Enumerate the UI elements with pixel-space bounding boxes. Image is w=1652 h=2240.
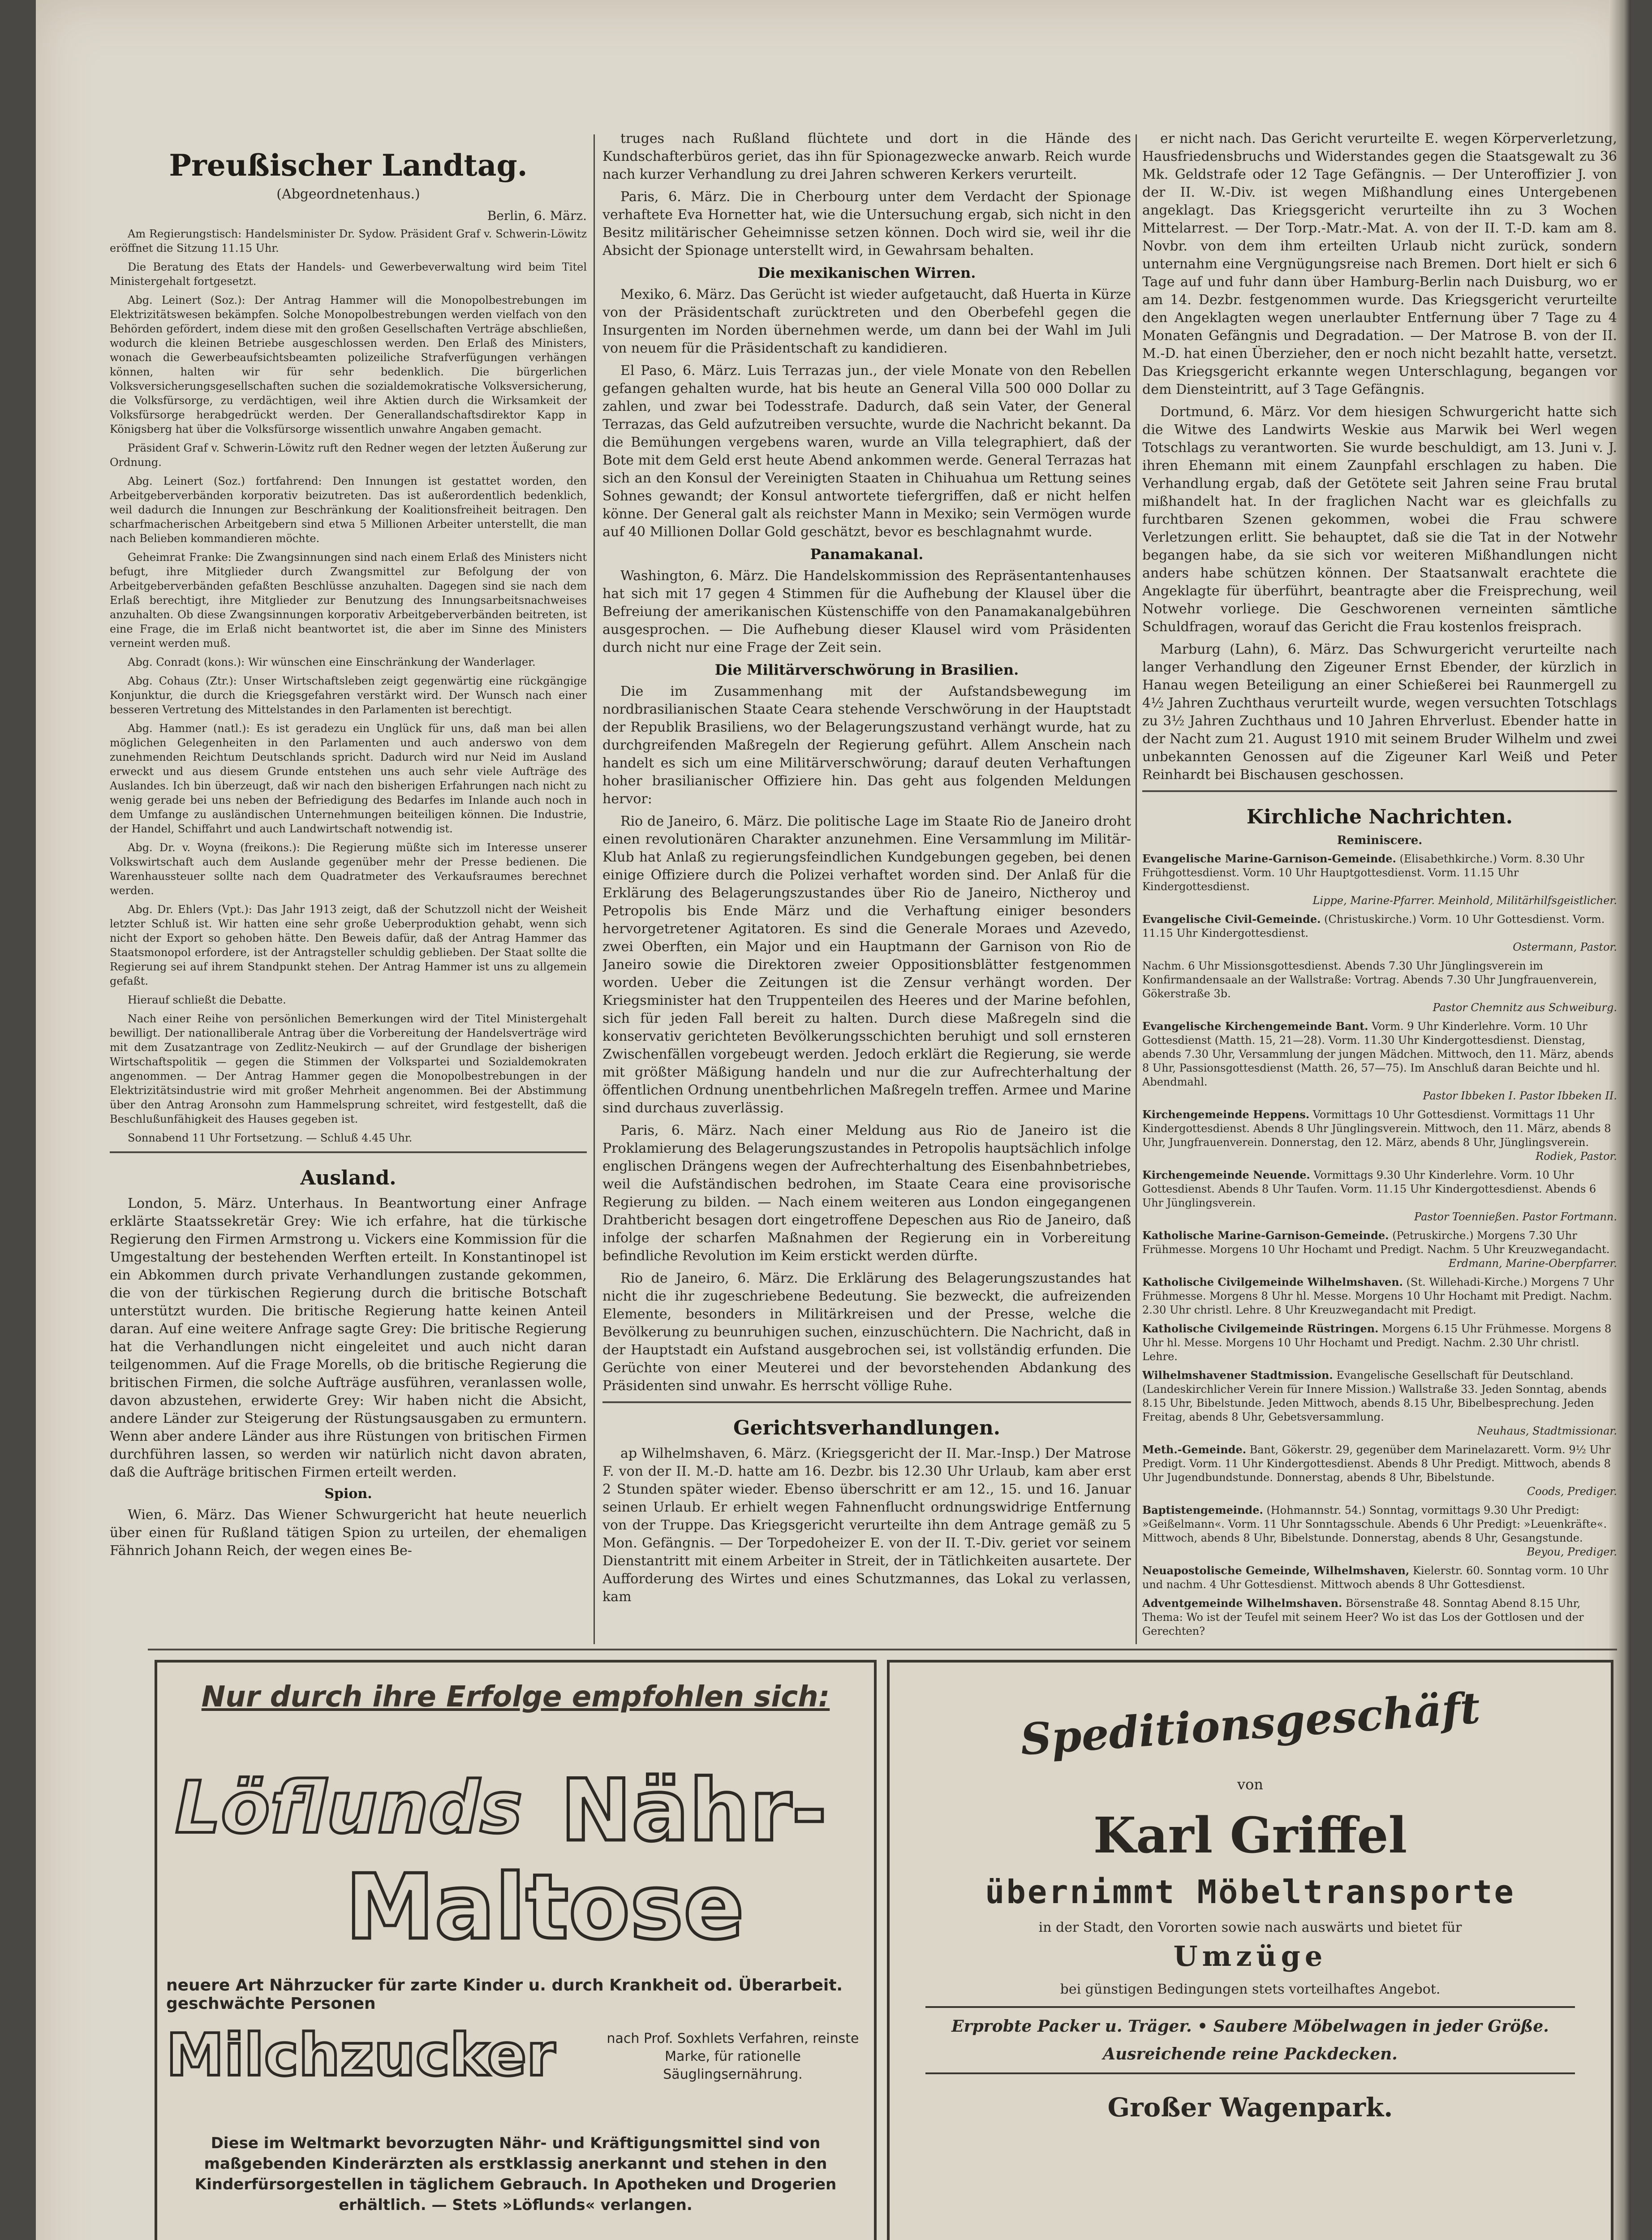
ausland-title: Ausland. <box>300 1167 396 1189</box>
church-text: Evangelische Gesellschaft für Deutschland. (Landeskirchlicher Verein für Innere Mission.) Wallstraße 33. Jeden Sonntag, abends 8.15 Uhr, Bibelstunde. Jeden Mittwoch, abends 8.15 Uhr, Bibelbesprechung. Jeden Freitag, abends 8 Uhr, Gebetsversammlung. <box>1142 1369 1607 1423</box>
column-3 <box>1142 130 1617 1640</box>
paragraph: Abg. Cohaus (Ztr.): Unser Wirtschaftsleben zeigt gegenwärtig eine rückgängige Konjunktur, die durch die Kriegsgefahren verstärkt wird. Der Wunsch nach einer besseren Vertretung des Mittelstandes in den Parlamenten ist berechtigt. <box>110 675 587 716</box>
church-name: Katholische Civilgemeinde Rüstringen. <box>1142 1322 1379 1335</box>
church-item <box>1142 1564 1617 1592</box>
church-item <box>1142 1107 1617 1163</box>
church-text: Vormittags 9.30 Uhr Kinderlehre. Vorm. 10 Uhr Gottesdienst. Abends 8 Uhr Taufen. Vorm. 11.15 Uhr Kindergottesdienst. Abends 6 Uhr Jünglingsverein. <box>1142 1169 1596 1209</box>
church-text: Nachm. 6 Uhr Missionsgottesdienst. Abends 7.30 Uhr Jünglingsverein im Konfirmandensaale an der Wallstraße: Vortrag. Abends 7.30 Uhr Jungfrauenverein, Gökerstraße 3b. <box>1142 960 1597 1000</box>
church-text: Vormittags 10 Uhr Gottesdienst. Vormittags 11 Uhr Kindergottesdienst. Abends 8 Uhr Jünglingsverein. Mittwoch, den 11. März, abends 8 Uhr, Jungfrauenverein. Donnerstag, den 12. März, abends 8 Uhr, Jünglingsverein. <box>1142 1108 1611 1149</box>
ad-divider <box>925 2072 1575 2074</box>
paragraph: Abg. Dr. Ehlers (Vpt.): Das Jahr 1913 zeigt, daß der Schutzzoll nicht der Weisheit letzter Schluß ist. Wir hatten eine sehr große Ueberproduktion gehabt, wenn sich nicht der Export so gehoben hätte. Den Beweis dafür, daß der Antrag Hammer das Staatsmonopol erfordere, ist der Antragsteller schuldig geblieben. Der Staat sollte die Regierung sei auf ihrem Standpunkt stehen. Der Antrag Hammer ist uns zu allgemein gefaßt. <box>110 903 587 987</box>
church-name: Kirchengemeinde Neuende. <box>1142 1168 1310 1181</box>
mexico-title: Die mexikanischen Wirren. <box>757 264 976 281</box>
church-name: Evangelische Kirchengemeinde Bant. <box>1142 1020 1368 1033</box>
ad-line: neuere Art Nährzucker für zarte Kinder u. durch Krankheit od. Überarbeit. geschwächte Personen <box>166 1976 843 2013</box>
paragraph: Paris, 6. März. Nach einer Meldung aus Rio de Janeiro ist die Proklamierung des Belagerungszustandes in Petropolis hauptsächlich infolge englischen Drängens wegen der Aufrechterhaltung des Eisenbahnbetriebes, weil die Aufständischen bedrohen, im Staate Ceara eine provisorische Regierung zu bilden. — Nach einem weiteren aus London eingegangenen Drahtbericht besagen dort eingetroffene Depeschen aus Rio de Janeiro, daß infolge der scharfen Maßnahmen der Regierung ein in Vorbereitung befindliche Revolution im Keim erstickt werden dürfte. <box>602 1123 1131 1264</box>
church-signature: Coods, Prediger. <box>1527 1485 1617 1498</box>
brasil-title: Die Militärverschwörung in Brasilien. <box>714 661 1019 678</box>
church-name: Katholische Marine-Garnison-Gemeinde. <box>1142 1229 1389 1242</box>
church-item <box>1142 1443 1617 1499</box>
church-text: Bant, Gökerstr. 29, gegenüber dem Marinelazarett. Vorm. 9½ Uhr Predigt. Vorm. 11 Uhr Kindergottesdienst. Abends 8 Uhr Predigt. Mittwoch, abends 8 Uhr Jugendbundstunde. Donnerstag, abends 8 Uhr, Bibelstunde. <box>1142 1443 1611 1484</box>
paragraph: Paris, 6. März. Die in Cherbourg unter dem Verdacht der Spionage verhaftete Eva Hornetter hat, wie die Untersuchung ergab, sich nicht in den Besitz militärischer Geheimnisse setzen können. Doch wird sie, weil ihr die Absicht der Spionage unterstellt wird, in Gewahrsam behalten. <box>602 189 1131 258</box>
ad-product-1: Nähr- <box>560 1761 827 1860</box>
church-text: (Elisabethkirche.) Vorm. 8.30 Uhr Frühgottesdienst. Vorm. 10 Uhr Hauptgottesdienst. Vorm. 11.15 Uhr Kindergottesdienst. <box>1142 853 1584 893</box>
column-rule-2 <box>1136 134 1137 1644</box>
church-name: Baptistengemeinde. <box>1142 1503 1263 1516</box>
paragraph: Marburg (Lahn), 6. März. Das Schwurgericht verurteilte nach langer Verhandlung den Zigeuner Ernst Ebender, der kürzlich in Hanau wegen Beteiligung an einer Schießerei bei Raunmergell zu 4½ Jahren Zuchthaus verurteilt wurde, wegen versuchten Totschlags zu 3½ Jahren Zuchthaus und 10 Jahren Ehrverlust. Ebender hatte in der Nacht zum 21. August 1910 mit seinem Bruder Wilhelm und zwei unbekannten Genossen auf die Zigeuner Karl Weiß und Peter Reinhardt bei Bischausen geschossen. <box>1142 642 1617 783</box>
ad-title: Speditionsgeschäft <box>1019 1682 1482 1765</box>
panama-title: Panamakanal. <box>810 546 924 563</box>
spion-title: Spion. <box>324 1486 372 1502</box>
ad-offer: übernimmt Möbeltransporte <box>985 1873 1515 1911</box>
church-item <box>1142 1503 1617 1559</box>
paragraph: Mexiko, 6. März. Das Gerücht ist wieder aufgetaucht, daß Huerta in Kürze von der Präsidentschaft zurücktreten und den Oberbefehl gegen die Insurgenten im Norden übernehmen werde, um dann bei der Wahl im Juli von neuem für die Präsidentschaft zu kandidieren. <box>602 287 1131 356</box>
church-item <box>1142 852 1617 908</box>
kirch-title: Kirchliche Nachrichten. <box>1246 806 1513 828</box>
church-signature: Pastor Toennießen. Pastor Fortmann. <box>1414 1210 1617 1223</box>
landtag-subtitle: (Abgeordnetenhaus.) <box>276 186 420 202</box>
paragraph: Rio de Janeiro, 6. März. Die Erklärung des Belagerungszustandes hat nicht die ihr zugeschriebene Bedeutung. Sie bezweckt, die aufreizenden Elemente, besonders in Militärkreisen und der Presse, welche die Bevölkerung zu beunruhigen suchen, einzuschüchtern. Die Nachricht, daß in der Hauptstadt ein Aufstand ausgebrochen sei, ist vollständig erfunden. Die Gerüchte von einer Meuterei und der bevorstehenden Abdankung des Präsidenten sind unwahr. Es herrscht völlige Ruhe. <box>602 1271 1131 1394</box>
column-2 <box>602 130 1131 1640</box>
paragraph: Rio de Janeiro, 6. März. Die politische Lage im Staate Rio de Janeiro droht einen revolutionären Charakter anzunehmen. Eine Versammlung im Militär-Klub hat Anlaß zu regierungsfeindlichen Kundgebungen gegeben, bei denen einige Offiziere durch die Polizei verhaftet worden sind. Der Anlaß für die Erklärung des Belagerungszustandes über Rio de Janeiro, Nictheroy und Petropolis bis Ende März und die Verhaftung einiger besonders hervorgetretener Agitatoren. Es sind die Generale Moraes und Azevedo, zwei Oberften, ein Major und ein Hauptmann der Garnison von Rio de Janeiro sowie die Direktoren zweier Oppositionsblätter festgenommen worden. Ueber die Zeitungen ist die Zensur verhängt worden. Der Kriegsminister hat den Truppenteilen des Heeres und der Marine befohlen, sich für jeden Fall bereit zu halten. Durch diese Maßregeln sind die konservativ gerichteten Bevölkerungsschichten beruhigt und soll ernsteren Zwischenfällen vorgebeugt werden. Jedoch erklärt die Regierung, sie werde mit größter Mäßigung handeln und nur die zur Aufrechterhaltung der öffentlichen Ordnung unentbehrlichen Maßregeln treffen. Armee und Marine sind durchaus zuverlässig. <box>602 814 1131 1116</box>
column-rule-1 <box>594 134 595 1644</box>
church-signature: Pastor Chemnitz aus Schweiburg. <box>1433 1001 1617 1014</box>
church-signature: Ostermann, Pastor. <box>1513 941 1617 953</box>
paragraph: Am Regierungstisch: Handelsminister Dr. Sydow. Präsident Graf v. Schwerin-Löwitz eröffnet die Sitzung 11.15 Uhr. <box>110 228 587 254</box>
church-name: Meth.-Gemeinde. <box>1142 1443 1247 1456</box>
ad-umzuege: Umzüge <box>1173 1940 1327 1973</box>
church-item <box>1142 1596 1617 1638</box>
paragraph: Hierauf schließt die Debatte. <box>128 994 286 1006</box>
ad-divider <box>925 2006 1575 2008</box>
church-name: Adventgemeinde Wilhelmshaven. <box>1142 1597 1342 1610</box>
ad-line-1: in der Stadt, den Vororten sowie nach auswärts und bietet für <box>1038 1920 1462 1935</box>
paragraph: Abg. Leinert (Soz.): Der Antrag Hammer will die Monopolbestrebungen im Elektrizitätswesen bekämpfen. Solche Monopolbestrebungen werden vielfach von den Behörden gefördert, indem diese mit den großen Gesellschaften Verträge abschließen, wodurch die kleinen Betriebe ausgeschlossen werden. Den Erlaß des Ministers, wonach die Gewerbeaufsichtsbeamten polizeiliche Strafverfügungen verhängen können, halten wir für sehr bedenklich. Die bürgerlichen Volksversicherungsgesellschaften suchen die sozialdemokratische Volksversicherung, die Volksfürsorge, zu verdächtigen, weil ihre Aktien durch die Wirksamkeit der Volksfürsorge herabgedrückt werden. Der Generallandschaftsdirektor Kapp in Königsberg hat über die Volksfürsorge wissentlich unwahre Angaben gemacht. <box>110 294 587 435</box>
church-text: Kielerstr. 60. Sonntag vorm. 10 Uhr und nachm. 4 Uhr Gottesdienst. Mittwoch abends 8 Uhr Gottesdienst. <box>1142 1564 1609 1591</box>
column-1 <box>110 130 587 1640</box>
ad-line-4: Ausreichende reine Packdecken. <box>1103 2045 1398 2063</box>
church-item <box>1142 1168 1617 1224</box>
church-text: (Christuskirche.) Vorm. 10 Uhr Gottesdienst. Vorm. 11.15 Uhr Kindergottesdienst. <box>1142 913 1605 939</box>
church-item <box>1142 1228 1617 1271</box>
church-signature: Beyou, Prediger. <box>1527 1546 1617 1558</box>
section-divider <box>1142 790 1617 792</box>
church-name: Evangelische Civil-Gemeinde. <box>1142 913 1321 926</box>
bottom-rule <box>148 1649 1617 1650</box>
maltose-ad <box>155 1660 877 2240</box>
paragraph: ap Wilhelmshaven, 6. März. (Kriegsgericht der II. Mar.-Insp.) Der Matrose F. von der II. M.-D. hatte am 16. Dezbr. bis 12.30 Uhr Urlaub, kam aber erst 2 Stunden später wieder. Ebenso überschritt er am 12., 15. und 16. Januar seinen Urlaub. Er erhielt wegen Fahnenflucht ordnungswidrige Entfernung von der Truppe. Das Kriegsgericht verurteilte ihn dem Antrage gemäß zu 5 Mon. Gefängnis. — Der Torpedoheizer E. von der II. T.-Div. geriet vor seinem Dienstantritt mit einem Arbeiter in Streit, der in Tätlichkeiten ausartete. Der Aufforderung des Wirtes und eines Schutzmannes, das Lokal zu verlassen, kam <box>602 1446 1131 1605</box>
landtag-dateline: Berlin, 6. März. <box>487 208 587 223</box>
paragraph: Abg. Conradt (kons.): Wir wünschen eine Einschränkung der Wanderlager. <box>128 656 536 668</box>
paragraph: Die Beratung des Etats der Handels- und Gewerbeverwaltung wird beim Titel Ministergehalt fortgesetzt. <box>110 261 587 288</box>
gericht-title: Gerichtsverhandlungen. <box>733 1417 1001 1439</box>
church-signature: Neuhaus, Stadtmissionar. <box>1477 1425 1617 1437</box>
church-name: Kirchengemeinde Heppens. <box>1142 1108 1310 1121</box>
ad-footer: Großer Wagenpark. <box>1107 2092 1393 2123</box>
paragraph: Washington, 6. März. Die Handelskommission des Repräsentantenhauses hat sich mit 17 gegen 4 Stimmen für die Aufhebung der Klausel über die Befreiung der amerikanischen Küstenschiffe von den Panamakanalgebühren ausgesprochen. — Die Aufhebung dieser Klausel wird vom Präsidenten durch nicht nur eine Frage der Zeit sein. <box>602 568 1131 655</box>
church-text: (Petruskirche.) Morgens 7.30 Uhr Frühmesse. Morgens 10 Uhr Hochamt und Predigt. Nachm. 5 Uhr Kreuzwegandacht. <box>1142 1229 1610 1256</box>
church-name: Evangelische Marine-Garnison-Gemeinde. <box>1142 852 1396 865</box>
kirch-subtitle: Reminiscere. <box>1337 834 1423 847</box>
church-text: Morgens 6.15 Uhr Frühmesse. Morgens 8 Uhr hl. Messe. Morgens 10 Uhr Hochamt und Predigt. Nachm. 2.30 Uhr christl. Lehre. <box>1142 1322 1612 1363</box>
church-item <box>1142 912 1617 954</box>
paragraph: Sonnabend 11 Uhr Fortsetzung. — Schluß 4.45 Uhr. <box>128 1132 413 1144</box>
paragraph: Dortmund, 6. März. Vor dem hiesigen Schwurgericht hatte sich die Witwe des Landwirts Weskie aus Marwik bei Werl wegen Totschlags zu verantworten. Sie wurde beschuldigt, am 13. Juni v. J. ihren Ehemann mit einem Zaunpfahl erschlagen zu haben. Die Verhandlung ergab, daß der Getötete seit Jahren seine Frau brutal mißhandelt hat. In der fraglichen Nacht war es gleichfalls zu furchtbaren Szenen gekommen, wobei die Frau schwere Verletzungen erlitt. Sie behauptet, daß sie die Tat in der Notwehr begangen habe, da sie sich vor weiteren Mißhandlungen nicht anders habe schützen können. Der Staatsanwalt erachtete die Angeklagte für überführt, beantragte aber die Freisprechung, weil Notwehr vorliege. Die Geschworenen verneinten sämtliche Schuldfragen, worauf das Gericht die Frau kostenlos freisprach. <box>1142 404 1617 635</box>
church-item <box>1142 1368 1617 1438</box>
church-item <box>1142 1019 1617 1103</box>
church-signature: Erdmann, Marine-Oberpfarrer. <box>1448 1257 1617 1270</box>
ad-line-3: Erprobte Packer u. Träger. • Saubere Möbelwagen in jeder Größe. <box>951 2017 1549 2036</box>
paragraph: Nach einer Reihe von persönlichen Bemerkungen wird der Titel Ministergehalt bewilligt. Der nationalliberale Antrag über die Vorbereitung der Handelsverträge wird mit dem Zusatzantrage von Zedlitz-Neukirch — auf der Grundlage der bisherigen Wirtschaftspolitik — gegen die Stimmen der Volkspartei und Sozialdemokraten angenommen. — Der Antrag Hammer gegen die Monopolbestrebungen in der Elektrizitätsindustrie wird mit großer Mehrheit angenommen. Bei der Abstimmung über den Antrag Aronsohn zum Hammelsprung schreitet, wird festgestellt, daß die Beschlußunfähigkeit des Hauses gegeben ist. <box>110 1012 587 1125</box>
church-name: Wilhelmshavener Stadtmission. <box>1142 1369 1333 1382</box>
paragraph: Abg. Dr. v. Woyna (freikons.): Die Regierung müßte sich im Interesse unserer Volkswirtschaft auch dem Auslande gegenüber mehr der Presse bedienen. Die Warenhaussteuer sollte nach dem Quadratmeter des Verkaufsraumes berechnet werden. <box>110 841 587 897</box>
paragraph: truges nach Rußland flüchtete und dort in die Hände des Kundschafterbüros geriet, das ihn für Spionagezwecke anwarb. Reich wurde nach kurzer Verhandlung zu drei Jahren schweren Kerkers verurteilt. <box>602 131 1131 182</box>
section-divider <box>110 1151 587 1153</box>
ad-note: nach Prof. Soxhlets Verfahren, reinste Marke, für rationelle Säuglingsernährung. <box>607 2031 859 2082</box>
church-name: Neuapostolische Gemeinde, Wilhelmshaven, <box>1142 1564 1410 1577</box>
church-signature: Pastor Ibbeken I. Pastor Ibbeken II. <box>1423 1090 1617 1102</box>
ad-bottom-text: Diese im Weltmarkt bevorzugten Nähr- und Kräftigungsmittel sind von maßgebenden Kinderärzten als erstklassig anerkannt und stehen in den Kinderfürsorgestellen in täglichem Gebrauch. In Apotheken und Drogerien erhältlich. — Stets »Löflunds« verlangen. <box>194 2134 837 2214</box>
landtag-title: Preußischer Landtag. <box>169 148 528 183</box>
paragraph: Wien, 6. März. Das Wiener Schwurgericht hat heute neuerlich über einen für Rußland tätigen Spion zu urteilen, der ehemaligen Fähnrich Johann Reich, der wegen eines Be- <box>110 1507 587 1559</box>
ad-von: von <box>1237 1776 1263 1793</box>
church-text: Börsenstraße 48. Sonntag Abend 8.15 Uhr, Thema: Wo ist der Teufel mit seinem Heer? Wo ist das Los der Gottlosen und der Gerechten? <box>1142 1597 1584 1637</box>
church-name: Katholische Civilgemeinde Wilhelmshaven. <box>1142 1275 1403 1288</box>
church-text: (Hohmannstr. 54.) Sonntag, vormittags 9.30 Uhr Predigt: »Geißelmann«. Vorm. 11 Uhr Sonntagsschule. Abends 6 Uhr Predigt: »Leuenkräfte«. Mittwoch, abends 8 Uhr, Bibelstunde. Donnerstag, abends 8 Uhr, Gesangstunde. <box>1142 1504 1607 1544</box>
paragraph: Die im Zusammenhang mit der Aufstandsbewegung im nordbrasilianischen Staate Ceara stehende Verschwörung in der Hauptstadt der Republik Brasiliens, wo der Belagerungszustand verhängt wurde, hat zu durchgreifenden Maßregeln der Regierung geführt. Allem Anschein nach handelt es sich um eine Militärverschwörung; darauf deuten Verhaftungen hoher brasilianischer Offiziere hin. Das geht aus folgenden Meldungen hervor: <box>602 684 1131 807</box>
church-signature: Lippe, Marine-Pfarrer. Meinhold, Militärhilfsgeistlicher. <box>1312 894 1617 907</box>
paragraph: Geheimrat Franke: Die Zwangsinnungen sind nach einem Erlaß des Ministers nicht befugt, ihre Mitglieder durch Zwangsmittel zur Befolgung der von Arbeitgeberverbänden gefaßten Beschlüsse anzuhalten. Dagegen sind sie nach dem Erlaß berechtigt, ihre Mitglieder zur Benutzung des Innungsarbeitsnachweises anzuhalten. Ob diese Zwangsinnungen korporativ Arbeitgeberverbänden beitreten, ist eine Frage, die im Erlaß nicht beantwortet ist, die aber im Sinne des Ministers verneint werden muß. <box>110 551 587 650</box>
church-list <box>1142 852 1617 1638</box>
church-item <box>1142 959 1617 1015</box>
church-text: (St. Willehadi-Kirche.) Morgens 7 Uhr Frühmesse. Morgens 8 Uhr hl. Messe. Morgens 10 Uhr Hochamt mit Predigt. Nachm. 2.30 Uhr christl. Lehre. 8 Uhr Kreuzwegandacht mit Predigt. <box>1142 1276 1614 1316</box>
paragraph: er nicht nach. Das Gericht verurteilte E. wegen Körperverletzung, Hausfriedensbruchs und Widerstandes gegen die Staatsgewalt zu 36 Mk. Geldstrafe oder 12 Tage Gefängnis. — Der Unteroffizier J. von der II. W.-Div. ist wegen Mißhandlung eines Untergebenen angeklagt. Das Kriegsgericht verurteilte ihn zu 3 Wochen Mittelarrest. — Der Torp.-Matr.-Mat. A. von der II. T.-D. kam am 8. Novbr. von dem ihm erteilten Urlaub nicht zurück, sondern unternahm eine Vergnügungsreise nach Bremen. Dort hielt er sich 6 Tage auf und fuhr dann über Hamburg-Berlin nach Duisburg, wo er am 14. Dezbr. festgenommen wurde. Das Kriegsgericht verurteilte den Angeklagten wegen unerlaubter Entfernung über 7 Tage zu 4 Monaten Gefängnis und Degradation. — Der Matrose B. von der II. M.-D. hat einen Überzieher, den er noch nicht bezahlt hatte, versetzt. Das Kriegsgericht erkannte wegen Unterschlagung, begangen vor dem Diensteintritt, auf 3 Tage Gefängnis. <box>1142 131 1617 397</box>
ad-product-2: Maltose <box>345 1855 744 1960</box>
section-divider <box>602 1401 1131 1403</box>
ad-product-3: Milchzucker <box>166 2021 555 2089</box>
paragraph: London, 5. März. Unterhaus. In Beantwortung einer Anfrage erklärte Staatssekretär Grey: Wie ich erfahre, hat die türkische Regierung den Firmen Armstrong u. Vickers eine Kommission für die Umgestaltung der bestehenden Werften erteilt. In Konstantinopel ist ein Abkommen durch private Verhandlungen zustande gekommen, die von der türkischen Regierung durch die britische Botschaft unterstützt wurden. Die britische Regierung hatte keinen Anteil daran. Auf eine weitere Anfrage sagte Grey: Die britische Regierung hat die Verhandlungen nicht eingeleitet und auch nicht daran teilgenommen. Auf die Frage Morells, ob die britische Regierung die britischen Firmen, die solche Aufträge ausführen, veranlassen wolle, davon abzustehen, erwiderte Grey: Wir haben nicht die Absicht, andere Länder zur Steigerung der Rüstungsausgaben zu ermuntern. Wenn aber andere Länder aus ihre Rüstungen von britischen Firmen durchführen lassen, so werden wir natürlich nicht davon abraten, daß die Aufträge britischen Firmen erteilt werden. <box>110 1196 587 1480</box>
church-item <box>1142 1322 1617 1364</box>
spedition-ad <box>887 1660 1613 2240</box>
ad-tagline: Nur durch ihre Erfolge empfohlen sich: <box>201 1680 830 1714</box>
ad-line-2: bei günstigen Bedingungen stets vorteilhaftes Angebot. <box>1060 1982 1441 1997</box>
paragraph: Abg. Hammer (natl.): Es ist geradezu ein Unglück für uns, daß man bei allen möglichen Gelegenheiten in den Parlamenten und auch anderswo von dem zunehmenden Reichtum Deutschlands spricht. Dadurch wird nur Neid im Ausland erweckt und aus diesem Grunde entstehen uns auch sehr viele Aufträge des Auslandes. Ich bin überzeugt, daß wir nach den bisherigen Erfahrungen nach nicht zu wenig gerade bei uns neben der Befriedigung des Bedarfes im Inlande auch noch in dem Umfange zu ausländischen Unternehmungen beiteiligen können. Die Industrie, der Handel, Schiffahrt und auch Landwirtschaft notwendig ist. <box>110 722 587 835</box>
paragraph: El Paso, 6. März. Luis Terrazas jun., der viele Monate von den Rebellen gefangen gehalten wurde, hat bis heute an General Villa 500 000 Dollar zu zahlen, und zwar bei Todesstrafe. Dadurch, daß sein Vater, der General Terrazas, das Geld aufzutreiben versuchte, wurde die Nachricht bekannt. Da die Bemühungen vergebens waren, wurde an Villa telegraphiert, daß der Bote mit dem Geld erst heute Abend ankommen werde. General Terrazas hat sich an den Konsul der Vereinigten Staaten in Chihuahua um Rettung seines Sohnes gewandt; der Konsul antwortete tiefergriffen, daß er nicht helfen könne. Der General galt als reichster Mann in Mexiko; sein Vermögen wurde auf 40 Millionen Dollar Gold geschätzt, bevor es beschlagnahmt wurde. <box>602 363 1131 540</box>
church-signature: Rodiek, Pastor. <box>1536 1150 1617 1163</box>
ad-company-name: Karl Griffel <box>1093 1806 1407 1864</box>
paragraph: Präsident Graf v. Schwerin-Löwitz ruft den Redner wegen der letzten Äußerung zur Ordnung. <box>110 442 587 469</box>
church-item <box>1142 1275 1617 1317</box>
ad-brand: Löflunds <box>175 1766 523 1849</box>
church-text: Vorm. 9 Uhr Kinderlehre. Vorm. 10 Uhr Gottesdienst (Matth. 15, 21—28). Vorm. 11.30 Uhr Kindergottesdienst. Dienstag, abends 7.30 Uhr, Versammlung der jungen Mädchen. Mittwoch, den 11. März, abends 8 Uhr, Passionsgottesdienst (Matth. 26, 57—75). Im Anschluß daran Beichte und hl. Abendmahl. <box>1142 1020 1614 1088</box>
paragraph: Abg. Leinert (Soz.) fortfahrend: Den Innungen ist gestattet worden, den Arbeitgeberverbänden korporativ beizutreten. Das ist außerordentlich bedenklich, weil dadurch die Innungen zur Beschränkung der Koalitionsfreiheit beitragen. Den scharfmacherischen Arbeitgebern sind etwa 5 Millionen Arbeiter unterstellt, die man nach Belieben kommandieren möchte. <box>110 475 587 545</box>
